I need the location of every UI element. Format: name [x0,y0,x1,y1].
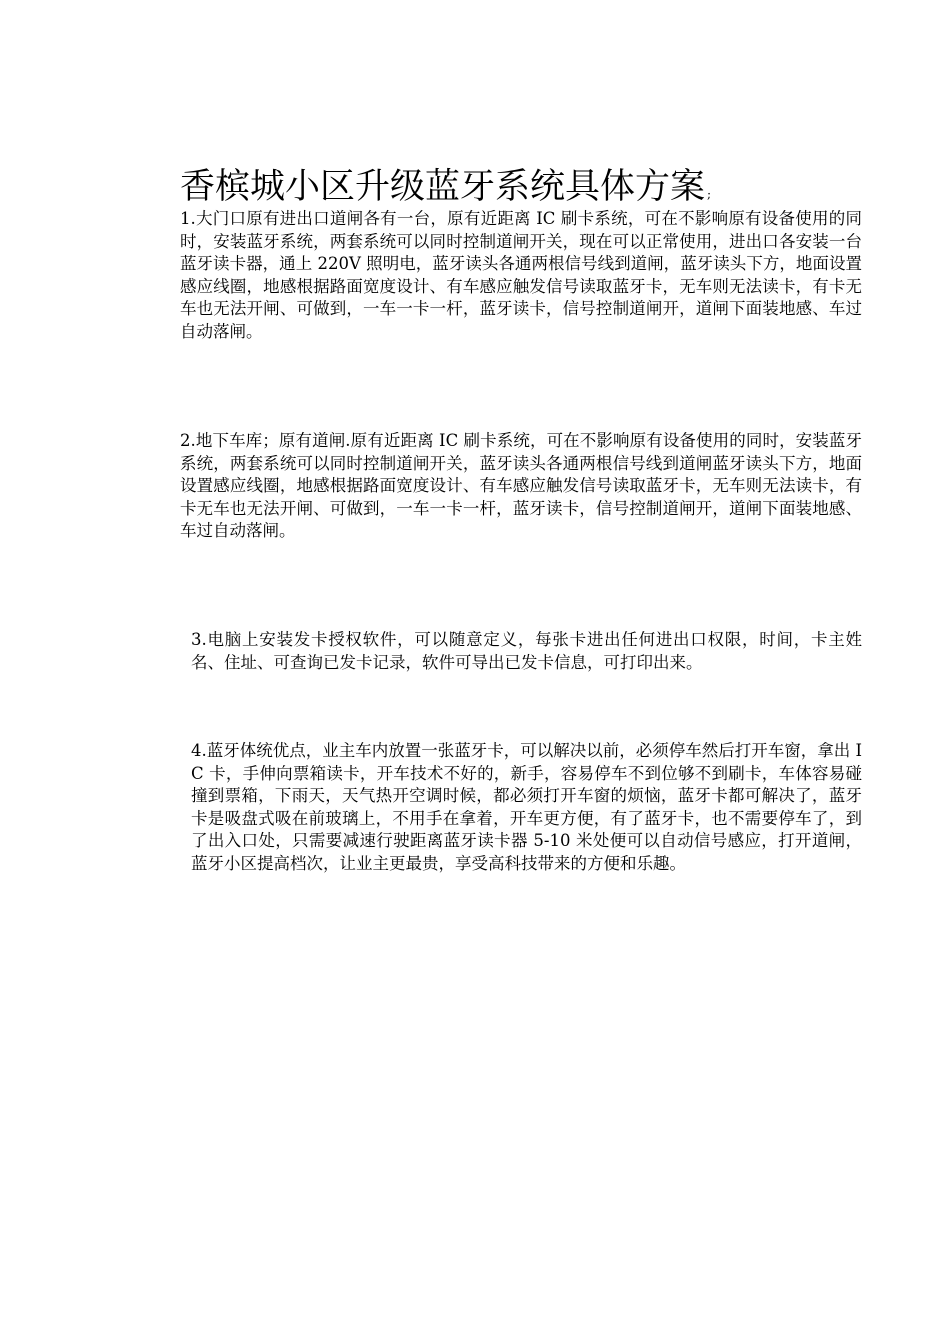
paragraph-underground-garage: 2.地下车库；原有道闸.原有近距离 IC 刷卡系统，可在不影响原有设备使用的同时，安装蓝牙系统，两套系统可以同时控制道闸开关，蓝牙读头各通两根信号线到道闸蓝牙读头下方，地面设置感应线圈，地感根据路面宽度设计、有车感应触发信号读取蓝牙卡，无车则无法读卡，有卡无车也无法开闸、可做到，一车一卡一杆，蓝牙读卡，信号控制道闸开，道闸下面装地感、车过自动落闸。 [180,431,862,540]
document-title-text: 香槟城小区升级蓝牙系统具体方案 [180,167,706,207]
paragraph-bluetooth-advantages: 4.蓝牙体统优点，业主车内放置一张蓝牙卡，可以解决以前，必须停车然后打开车窗，拿出 IC 卡，手伸向票箱读卡，开车技术不好的，新手，容易停车不到位够不到刷卡，车体容易碰撞到票箱，下雨天，天气热开空调时候，都必须打开车窗的烦恼，蓝牙卡都可解决了，蓝牙卡是吸盘式吸在前玻璃上，不用手在拿着，开车更方便，有了蓝牙卡，也不需要停车了，到了出入口处，只需要减速行驶距离蓝牙读卡器 5-10 米处便可以自动信号感应，打开道闸，蓝牙小区提高档次，让业主更最贵，享受高科技带来的方便和乐趣。 [191,741,863,873]
paragraph-card-software: 3.电脑上安装发卡授权软件，可以随意定义，每张卡进出任何进出口权限，时间，卡主姓名、住址、可查询已发卡记录，软件可导出已发卡信息，可打印出来。 [191,630,862,672]
document-title-mark: ; [707,187,712,201]
paragraph-main-gate: 1.大门口原有进出口道闸各有一台，原有近距离 IC 刷卡系统，可在不影响原有设备使用的同时，安装蓝牙系统，两套系统可以同时控制道闸开关，现在可以正常使用，进出口各安装一台蓝牙读卡器，通上 220V 照明电，蓝牙读头各通两根信号线到道闸，蓝牙读头下方，地面设置感应线圈，地感根据路面宽度设计、有车感应触发信号读取蓝牙卡，无车则无法读卡，有卡无车也无法开闸、可做到，一车一卡一杆，蓝牙读卡，信号控制道闸开，道闸下面装地感、车过自动落闸。 [180,209,862,341]
